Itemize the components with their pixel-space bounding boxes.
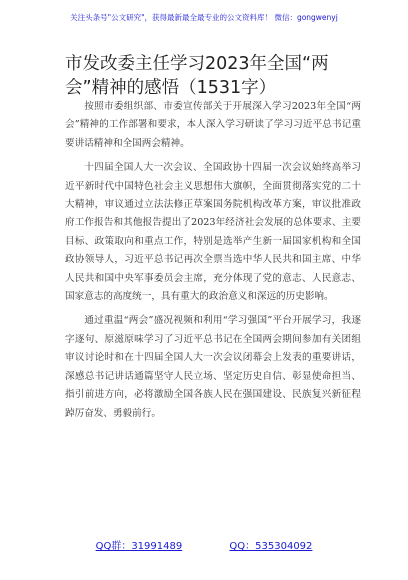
header-promo-note: 关注头条号"公文研究"，获得最新最全最专业的公文资料库！ 微信：gongwenyj [70,13,338,22]
footer-contacts [0,537,408,552]
paragraph-3: 通过重温“两会”盛况视频和利用“学习强国”平台开展学习，我逐字逐句、原滋原味学习了习近平总书记在全国两会期间参加有关团组审议讨论时和在十四届全国人大一次会议闭幕会上发表的重要讲话，深感总书记讲话通篇坚守人民立场、坚定历史自信、彰显使命担当、指引前进方向，必将激励全国各族人民在强国建设、民族复兴新征程踔厉奋发、勇毅前行。 [65,315,361,419]
paragraph-2: 十四届全国人大一次会议、全国政协十四届一次会议始终高举习近平新时代中国特色社会主义思想伟大旗帜，全面贯彻落实党的二十大精神，审议通过立法法修正草案国务院机构改革方案，审议批准政府工作报告和其他报告提出了2023年经济社会发展的总体要求、主要目标、政策取向和重点工作，特别是选举产生新一届国家机构和全国政协领导人，习近平总书记再次全票当选中华人民共和国主席、中华人民共和国中央军事委员会主席，充分体现了党的意志、人民意志、国家意志的高度统一，具有重大的政治意义和深远的历史影响。 [65,162,361,303]
footer-qq-group-link[interactable]: QQ群：31991489 [95,541,183,552]
footer-qq-link[interactable]: QQ：535304092 [229,541,313,552]
paragraph-1: 按照市委组织部、市委宣传部关于开展深入学习2023年全国“两会”精神的工作部署和要求，本人深入学习研读了学习习近平总书记重要讲话精神和全国两会精神。 [65,101,361,149]
page-title: 市发改委主任学习2023年全国“两会”精神的感悟（1531字） [65,54,329,98]
document-body [65,98,361,429]
